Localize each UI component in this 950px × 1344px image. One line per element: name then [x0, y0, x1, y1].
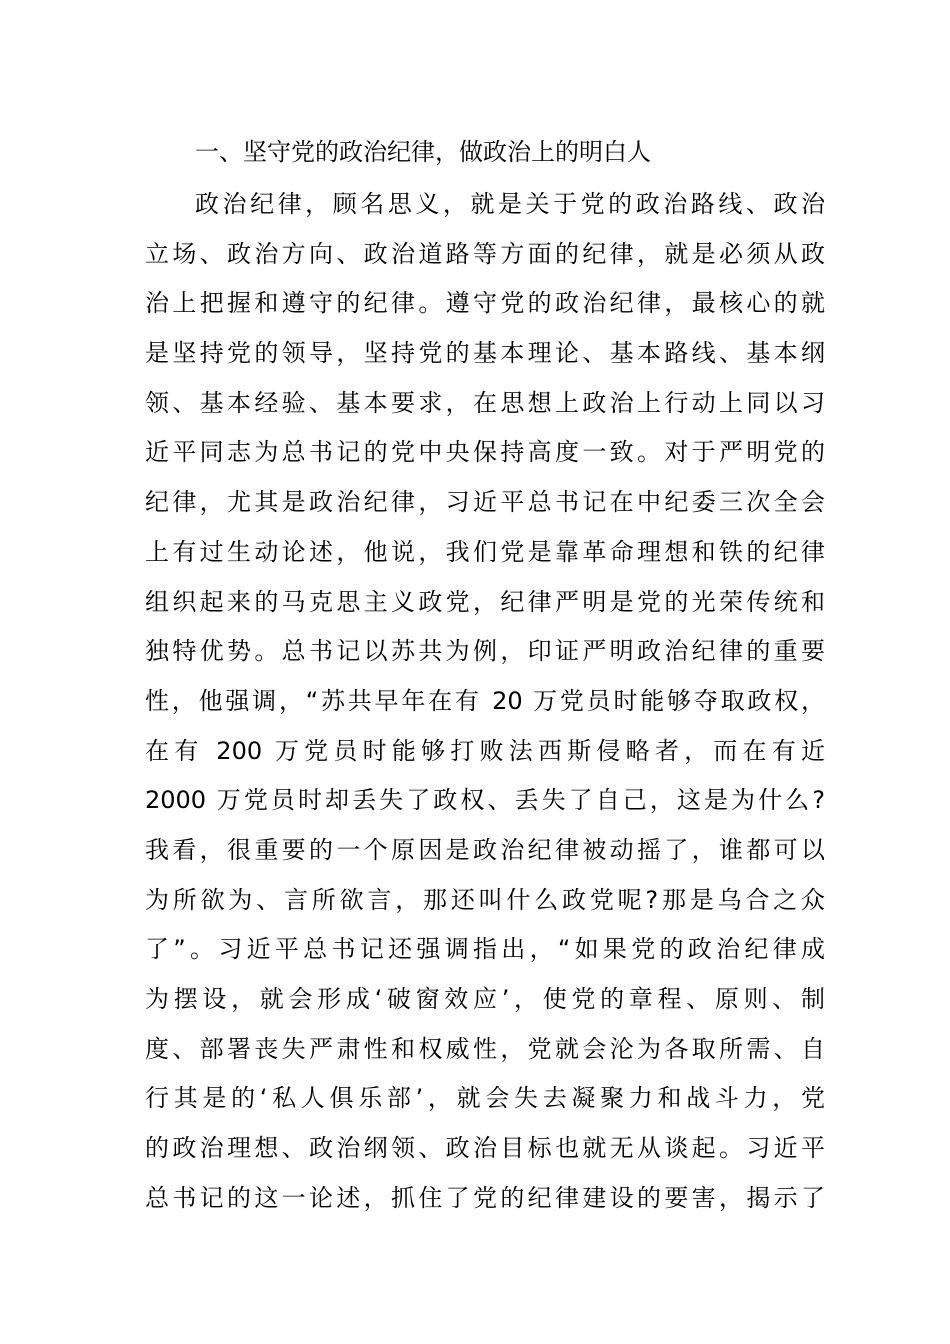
- text-line: 2000 万党员时却丢失了政权、丢失了自己，这是为什么?: [145, 786, 825, 815]
- text-line: 治上把握和遵守的纪律。遵守党的政治纪律，最核心的就: [145, 289, 825, 318]
- text-line: 为摆设，就会形成‘破窗效应’，使党的章程、原则、制: [145, 985, 825, 1013]
- text-line: 了”。习近平总书记还强调指出，“如果党的政治纪律成: [145, 935, 825, 964]
- text-line: 度、部署丧失严肃性和权威性，党就会沦为各取所需、自: [145, 1034, 825, 1063]
- text-line: 纪律，尤其是政治纪律，习近平总书记在中纪委三次全会: [145, 488, 825, 517]
- text-line: 上有过生动论述，他说，我们党是靠革命理想和铁的纪律: [145, 537, 825, 566]
- text-line: 组织起来的马克思主义政党，纪律严明是党的光荣传统和: [145, 587, 825, 616]
- text-line: 在有 200 万党员时能够打败法西斯侵略者，而在有近: [145, 736, 825, 765]
- section-heading: 一、坚守党的政治纪律，做政治上的明白人: [195, 138, 651, 166]
- body-paragraph: [145, 180, 825, 1223]
- text-line: 政治纪律，顾名思义，就是关于党的政治路线、政治: [195, 190, 825, 218]
- text-line: 我看，很重要的一个原因是政治纪律被动摇了，谁都可以: [145, 835, 825, 864]
- text-line: 总书记的这一论述，抓住了党的纪律建设的要害，揭示了: [145, 1183, 825, 1212]
- text-line: 是坚持党的领导，坚持党的基本理论、基本路线、基本纲: [145, 339, 825, 368]
- text-line: 的政治理想、政治纲领、政治目标也就无从谈起。习近平: [145, 1134, 825, 1163]
- text-line: 为所欲为、言所欲言，那还叫什么政党呢?那是乌合之众: [145, 885, 825, 914]
- text-line: 性，他强调，“苏共早年在有 20 万党员时能够夺取政权，: [145, 686, 825, 715]
- text-line: 行其是的‘私人俱乐部’，就会失去凝聚力和战斗力，党: [145, 1084, 825, 1113]
- text-line: 独特优势。总书记以苏共为例，印证严明政治纪律的重要: [145, 637, 825, 666]
- text-line: 立场、政治方向、政治道路等方面的纪律，就是必须从政: [145, 239, 825, 268]
- text-line: 近平同志为总书记的党中央保持高度一致。对于严明党的: [145, 438, 825, 467]
- text-line: 领、基本经验、基本要求，在思想上政治上行动上同以习: [145, 388, 825, 417]
